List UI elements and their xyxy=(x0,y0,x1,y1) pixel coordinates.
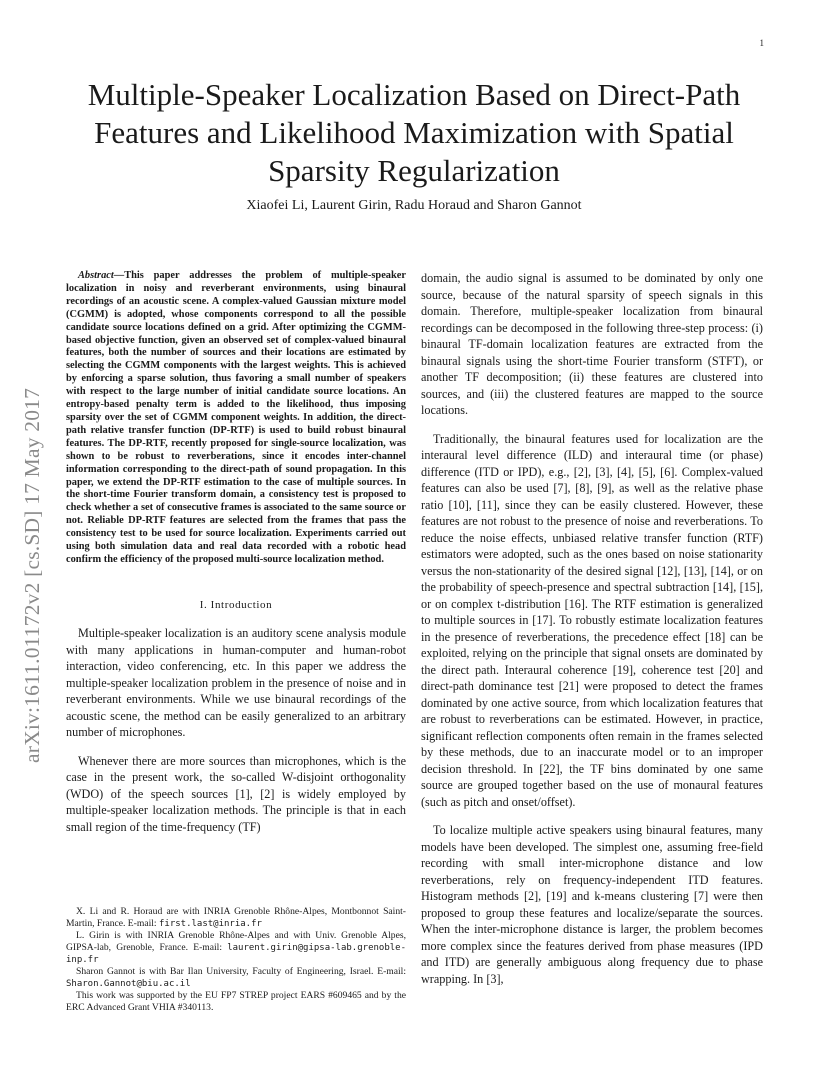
abstract-text: —This paper addresses the problem of multiple-speaker localization in noisy and reverberant environments, using binaural recordings of an acoustic scene. A complex-valued Gaussian mixture model (CGMM) is adopted, whose components correspond to all the possible candidate source locations defined on a grid. After optimizing the CGMM-based objective function, given an observed set of complex-valued binaural features, both the number of sources and their locations are estimated by selecting the CGMM components with the largest weights. This is achieved by enforcing a sparse solution, thus favoring a small number of speakers with respect to the large number of initial candidate source locations. An entropy-based penalty term is added to the likelihood, thus imposing sparsity over the set of CGMM component weights. In addition, the direct-path relative transfer function (DP-RTF) is used to build robust binaural features. The DP-RTF, recently proposed for single-source localization, was shown to be robust to reverberations, since it encodes inter-channel information corresponding to the direct-path of sound propagation. In this paper, we extend the DP-RTF estimation to the case of multiple sources. In the short-time Fourier transform domain, a consistency test is proposed to check whether a set of consecutive frames is associated to the same source or not. Reliable DP-RTF features are selected from the frames that pass the consistency test to be used for source localization. Experiments carried out using both simulation data and real data recorded with a robotic head confirm the efficiency of the proposed multi-source localization method. xyxy=(66,270,406,565)
page-number: 1 xyxy=(759,38,764,48)
paragraph: domain, the audio signal is assumed to be dominated by only one source, because of the natural sparsity of speech signals in this domain. Therefore, multiple-speaker localization from binaural recordings can be decomposed in the following three-step process: (i) binaural TF-domain localization features are extracted from the binaural signals using the short-time Fourier transform (STFT), or another TF decomposition; (ii) these features are clustered into sources, and (iii) the clustered features are mapped to the source locations. xyxy=(421,271,763,417)
right-column xyxy=(421,270,763,999)
footnote-affiliation-li-horaud: X. Li and R. Horaud are with INRIA Grenoble Rhône-Alpes, Montbonnot Saint-Martin, France. E-mail: first.last@inria.fr xyxy=(66,906,406,929)
abstract xyxy=(66,270,406,567)
footnote-affiliation-girin: L. Girin is with INRIA Grenoble Rhône-Alpes and with Univ. Grenoble Alpes, GIPSA-lab, Grenoble, France. E-mail: laurent.girin@gipsa-lab.grenoble-inp.fr xyxy=(66,930,406,965)
paragraph: Traditionally, the binaural features used for localization are the interaural level difference (ILD) and interaural time (or phase) difference (ITD or IPD), e.g., [2], [3], [4], [5], [6]. Complex-valued features can also be used [7], [8], [9], as well as the relative phase ratio [10], [11], since they can be easily clustered. However, these features are not robust to the presence of noise and reverberations. To reduce the noise effects, unbiased relative transfer function (RTF) estimators were adopted, such as the ones based on noise stationarity versus the non-stationarity of the desired signal [12], [13], [14], or on the probability of speech-presence and spectral subtraction [14], [15], or on complex t-distribution [16]. The RTF estimation is generalized to multiple sources in [17]. To robustly estimate localization features in the presence of reverberations, the precedence effect [18] can be exploited, relying on the principle that signal onsets are dominated by the direct path. Interaural coherence [19], coherence test [20] and direct-path dominance test [21] were proposed to detect the frames dominated by one active source, from which localization features that are robust to reverberations can be estimated. However, in practice, significant reflection components often remain in the frames selected by these methods, due to an inaccurate model or to an improper decision threshold. In [22], the TF bins dominated by one same source are grouped together based on the use of monaural features (such as pitch and onset/offset). xyxy=(421,431,763,809)
email-link[interactable]: Sharon.Gannot@biu.ac.il xyxy=(66,979,191,989)
paragraph: Multiple-speaker localization is an auditory scene analysis module with many applications in human-computer and human-robot interaction, video conferencing, etc. In this paper we address the multiple-speaker localization problem in the presence of noise and in reverberant environments. While we use binaural recordings of the acoustic scene, the method can be easily generalized to an arbitrary number of microphones. xyxy=(66,626,406,740)
section-heading-text: I. Introduction xyxy=(199,598,273,611)
author-list: Xiaofei Li, Laurent Girin, Radu Horaud and Sharon Gannot xyxy=(246,198,582,213)
email-link[interactable]: first.last@inria.fr xyxy=(158,919,262,929)
footnote-funding: This work was supported by the EU FP7 STREP project EARS #609465 and by the ERC Advanced Grant VHIA #340113. xyxy=(66,990,406,1013)
paragraph: To localize multiple active speakers using binaural features, many models have been developed. The simplest one, assuming free-field recording with small inter-microphone distance and low reverberations, rely on frequency-independent ITD features. Histogram methods [2], [19] and k-means clustering [7] were then proposed to group these features and localize/separate the sources. When the inter-microphone distance is larger, the problem becomes more complex since the features derived from phase measures (IPD and ITD) are generally ambiguous along frequency due to phase wrapping. In [3], xyxy=(421,823,763,986)
paper-title: Multiple-Speaker Localization Based on Direct-Path Features and Likelihood Maximization with Spatial Sparsity Regularization xyxy=(87,77,741,188)
arxiv-stamp[interactable]: arXiv:1611.01172v2 [cs.SD] 17 May 2017 xyxy=(20,387,44,763)
footnote-affiliation-gannot: Sharon Gannot is with Bar Ilan University, Faculty of Engineering, Israel. E-mail: Sharon.Gannot@biu.ac.il xyxy=(66,966,406,989)
email-link[interactable]: laurent.girin@gipsa-lab.grenoble-inp.fr xyxy=(66,943,406,965)
abstract-label: Abstract xyxy=(78,270,114,281)
footnotes xyxy=(66,906,406,1014)
paragraph: Whenever there are more sources than microphones, which is the case in the present work, the so-called W-disjoint orthogonality (WDO) of the speech sources [1], [2] is widely employed by multiple-speaker localization methods. The principle is that in each small region of the time-frequency (TF) xyxy=(66,753,406,834)
left-column xyxy=(66,270,406,847)
section-heading-introduction xyxy=(66,597,406,614)
